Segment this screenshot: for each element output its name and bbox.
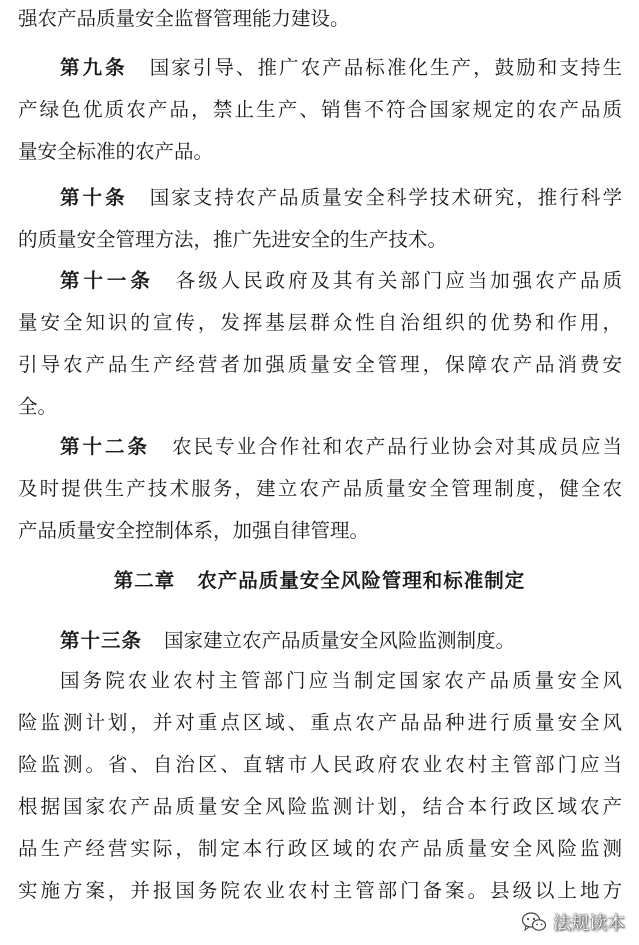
chapter-heading	[0, 568, 639, 594]
text-line	[18, 227, 622, 253]
text-line	[18, 518, 622, 544]
text-line	[18, 836, 622, 862]
line-text: 及时提供生产技术服务，建立农产品质量安全管理制度，健全农	[18, 477, 622, 500]
article-label: 第十二条	[60, 435, 151, 458]
article-line	[60, 268, 622, 294]
line-text: 险监测计划，并对重点区域、重点农产品品种进行质量安全风	[18, 711, 622, 734]
article-label: 第十条	[60, 186, 128, 209]
text-line	[18, 710, 622, 736]
article-label: 第九条	[60, 56, 128, 79]
text-line	[18, 139, 622, 165]
line-text: 国务院农业农村主管部门应当制定国家农产品质量安全风	[60, 669, 622, 692]
text-line	[18, 752, 622, 778]
line-text: 根据国家农产品质量安全风险监测计划，结合本行政区域农产	[18, 795, 622, 818]
text-line	[18, 394, 622, 420]
article-line	[60, 434, 622, 460]
article-line	[60, 185, 622, 211]
line-text: 的质量安全管理方法，推广先进安全的生产技术。	[18, 228, 448, 251]
line-text: 强农产品质量安全监督管理能力建设。	[18, 7, 350, 30]
text-line	[18, 97, 622, 123]
line-text: 产品质量安全控制体系，加强自律管理。	[18, 519, 370, 542]
line-text: 量安全标准的农产品。	[18, 140, 214, 163]
article-label: 第十三条	[60, 629, 143, 652]
chapter-title: 农产品质量安全风险管理和标准制定	[197, 569, 526, 592]
chapter-label: 第二章	[113, 569, 176, 592]
line-text: 量安全知识的宣传，发挥基层群众性自治组织的优势和作用，	[18, 311, 622, 334]
line-text: 全。	[18, 395, 58, 418]
text-line	[18, 6, 622, 32]
line-text: 国家建立农产品质量安全风险监测制度。	[164, 629, 516, 652]
line-text: 国家支持农产品质量安全科学技术研究，推行科学	[149, 186, 622, 209]
article-line	[60, 628, 622, 654]
text-line	[18, 878, 622, 904]
article-line	[60, 55, 622, 81]
watermark	[521, 907, 625, 937]
text-line	[18, 794, 622, 820]
line-text: 产绿色优质农产品，禁止生产、销售不符合国家规定的农产品质	[18, 98, 622, 121]
text-line	[18, 310, 622, 336]
article-label: 第十一条	[60, 269, 154, 292]
watermark-text: 法规读本	[553, 913, 625, 934]
line-text: 各级人民政府及其有关部门应当加强农产品质	[175, 269, 622, 292]
line-text: 实施方案，并报国务院农业农村主管部门备案。县级以上地方	[18, 879, 622, 902]
line-text: 品生产经营实际，制定本行政区域的农产品质量安全风险监测	[18, 837, 622, 860]
line-text: 农民专业合作社和农产品行业协会对其成员应当	[172, 435, 622, 458]
text-line	[18, 476, 622, 502]
line-text: 引导农产品生产经营者加强质量安全管理，保障农产品消费安	[18, 353, 622, 376]
line-text: 险监测。省、自治区、直辖市人民政府农业农村主管部门应当	[18, 753, 622, 776]
text-line	[60, 668, 622, 694]
text-line	[18, 352, 622, 378]
line-text: 国家引导、推广农产品标准化生产，鼓励和支持生	[149, 56, 622, 79]
wechat-icon	[521, 911, 547, 933]
